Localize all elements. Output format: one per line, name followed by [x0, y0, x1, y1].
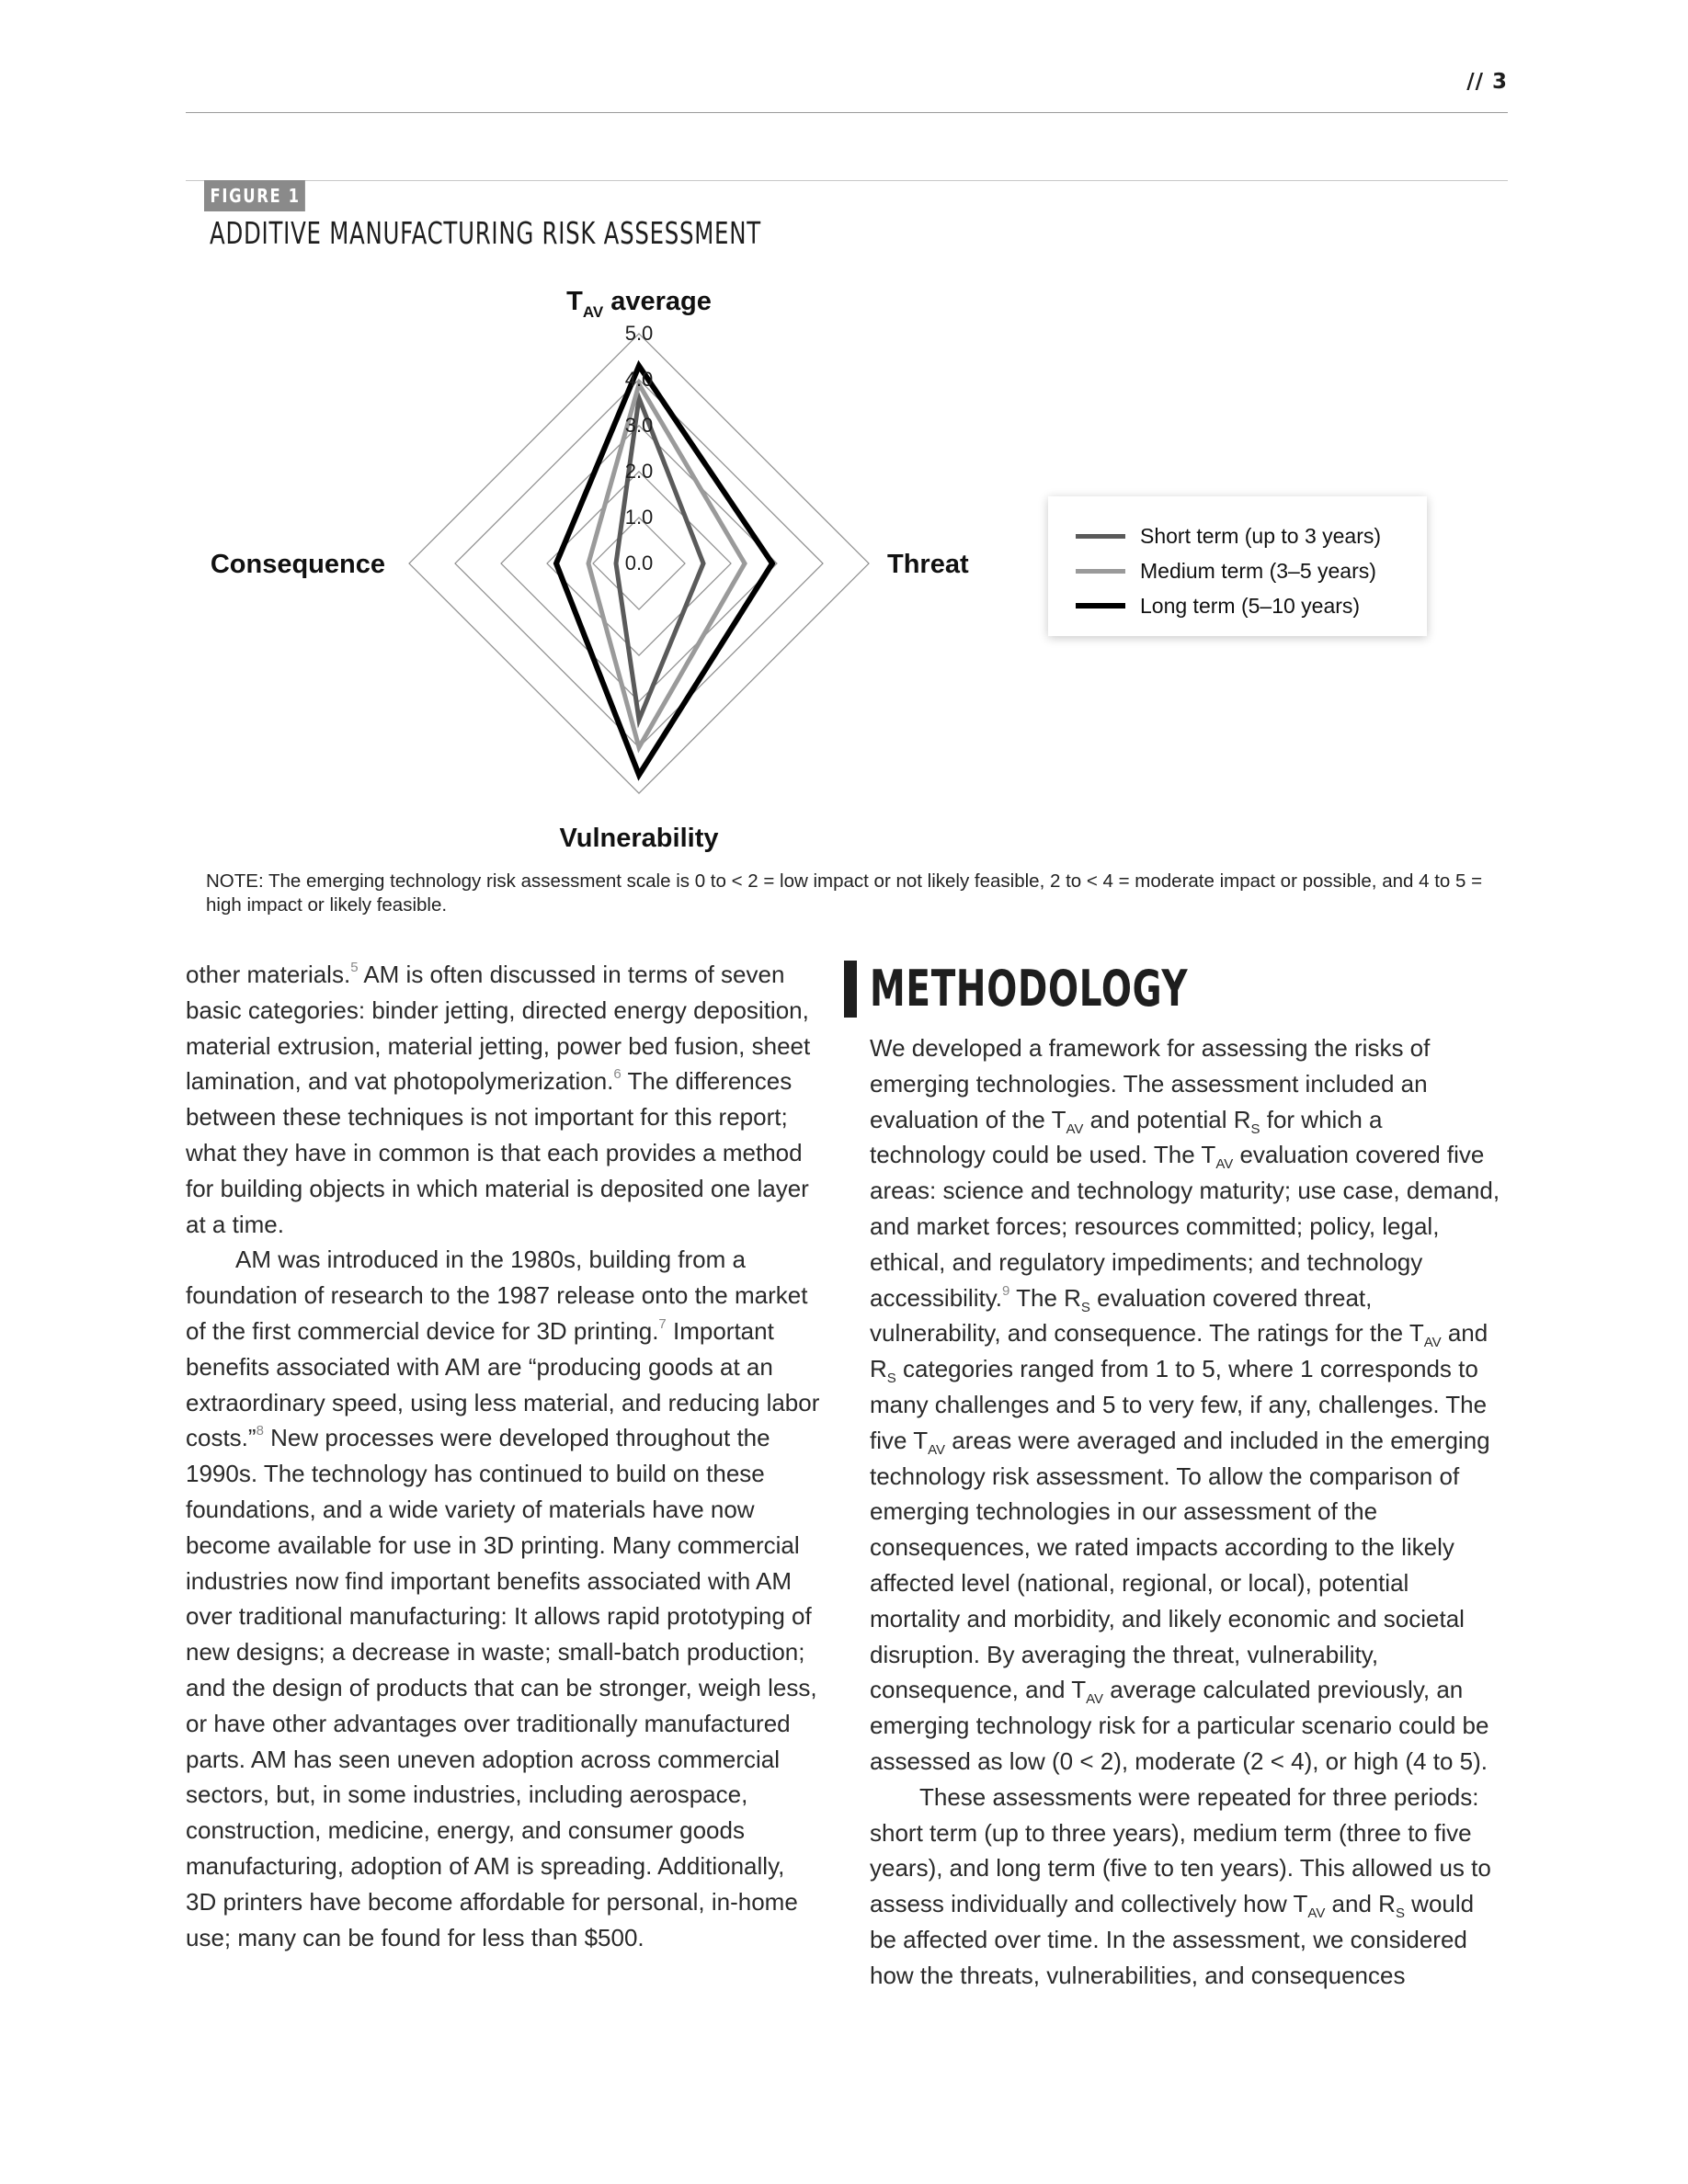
axis-label: Vulnerability	[559, 824, 719, 853]
legend-swatch	[1076, 603, 1125, 609]
section-heading	[844, 960, 1312, 1018]
subscript: S	[1080, 1299, 1090, 1315]
body-column-right	[870, 1030, 1504, 1994]
legend-label: Medium term (3–5 years)	[1140, 558, 1376, 583]
figure-rule	[186, 180, 1508, 181]
legend-item	[1076, 518, 1427, 553]
section-title: METHODOLOGY	[870, 960, 1189, 1018]
subscript: S	[1250, 1120, 1260, 1137]
subscript: AV	[1423, 1335, 1442, 1351]
footnote-ref: 5	[350, 960, 359, 975]
body-paragraph: These assessments were repeated for three periods: short term (up to three years), medium term (three to five years), and long term (five to ten years). This allowed us to assess individually and collectively how $T_{AV}$ and $R_S$ would be affected over time. In the assessment, we considered how the threats, vulnerabilities, and consequences	[870, 1782, 1491, 1989]
subscript: AV	[1086, 1691, 1104, 1708]
axis-label: Threat	[887, 550, 969, 579]
radar-chart	[186, 267, 1013, 855]
chart-legend	[1048, 496, 1427, 636]
figure-note: NOTE: The emerging technology risk assessment scale is 0 to < 2 = low impact or not likely feasible, 2 to < 4 = moderate impact or possible, and 4 to 5 = high impact or likely feasible.	[206, 870, 1483, 916]
body-paragraph: AM was introduced in the 1980s, building from a foundation of research to the 1987 release onto the market of the first commercial device for 3D printing.$^7$ Important benefits associated with AM are “producing goods at an extraordinary speed, using less material, and reducing labor costs.”$^8$ New processes were developed throughout the 1990s. The technology has continued to build on these foundations, and a wide variety of materials have now become available for use in 3D printing. Many commercial industries now find important benefits associated with AM over traditional manufacturing: It allows rapid prototyping of new designs; a decrease in waste; small-batch production; and the design of products that can be stronger, weigh less, or have other advantages over traditionally manufactured parts. AM has seen uneven adoption across commercial sectors, but, in some industries, including aerospace, construction, medicine, energy, and consumer goods manufacturing, adoption of AM is spreading. Additionally, 3D printers have become affordable for personal, in-home use; many can be found for less than $500.	[186, 1246, 820, 1951]
body-paragraph: other materials.$^5$ AM is often discussed in terms of seven basic categories: binder jetting, directed energy deposition, material extrusion, material jetting, power bed fusion, sheet lamination, and vat photopolymerization.$^6$ The differences between these techniques is not important for this report; what they have in common is that each provides a method for building objects in which material is deposited one layer at a time.	[186, 960, 811, 1238]
footnote-ref: 7	[658, 1315, 667, 1332]
footnote-ref: 9	[1002, 1282, 1010, 1299]
subscript: S	[1395, 1905, 1405, 1922]
heading-bar	[844, 961, 857, 1018]
figure-title: ADDITIVE MANUFACTURING RISK ASSESSMENT	[210, 215, 761, 251]
subscript: S	[886, 1371, 896, 1387]
legend-swatch	[1076, 569, 1125, 574]
footnote-ref: 6	[613, 1066, 622, 1083]
axis-label: $T_{AV}$ average	[566, 287, 712, 321]
subscript: AV	[1066, 1120, 1084, 1137]
body-column-left	[186, 957, 820, 1955]
tick-label: 1.0	[624, 506, 654, 529]
subscript: AV	[1215, 1156, 1234, 1173]
series-line	[588, 384, 745, 747]
header-rule	[186, 112, 1508, 113]
tick-label: 3.0	[624, 414, 654, 437]
page-number: // 3	[1466, 70, 1508, 94]
subscript: AV	[928, 1441, 946, 1458]
tick-label: 4.0	[624, 368, 654, 391]
legend-swatch	[1076, 534, 1125, 539]
legend-item	[1076, 553, 1427, 588]
tick-label: 0.0	[624, 552, 654, 574]
axis-label: Consequence	[210, 550, 385, 579]
legend-label: Short term (up to 3 years)	[1140, 523, 1382, 548]
figure-label: FIGURE 1	[204, 180, 305, 211]
subscript: AV	[1307, 1905, 1326, 1922]
legend-label: Long term (5–10 years)	[1140, 593, 1361, 618]
body-paragraph: We developed a framework for assessing the risks of emerging technologies. The assessment included an evaluation of the $T_{AV}$ and potential $R_S$ for which a technology could be used. The $T_{AV}$ evaluation covered five areas: science and technology maturity; use case, demand, and market forces; resources committed; policy, legal, ethical, and regulatory impediments; and technology accessibility.$^9$ The $R_S$ evaluation covered threat, vulnerability, and consequence. The ratings for the $T_{AV}$ and $R_S$ categories ranged from 1 to 5, where 1 corresponds to many challenges and 5 to very few, if any, challenges. The five $T_{AV}$ areas were averaged and included in the emerging technology risk assessment. To allow the comparison of emerging technologies in our assessment of the consequences, we rated impacts according to the likely affected level (national, regional, or local), potential mortality and morbidity, and likely economic and societal disruption. By averaging the threat, vulnerability, consequence, and $T_{AV}$ average calculated previously, an emerging technology risk for a particular scenario could be assessed as low (0 < 2), moderate (2 < 4), or high (4 to 5).	[870, 1034, 1500, 1775]
tick-label: 5.0	[624, 322, 654, 345]
footnote-ref: 8	[256, 1423, 264, 1439]
legend-item	[1076, 588, 1427, 623]
tick-label: 2.0	[624, 460, 654, 483]
